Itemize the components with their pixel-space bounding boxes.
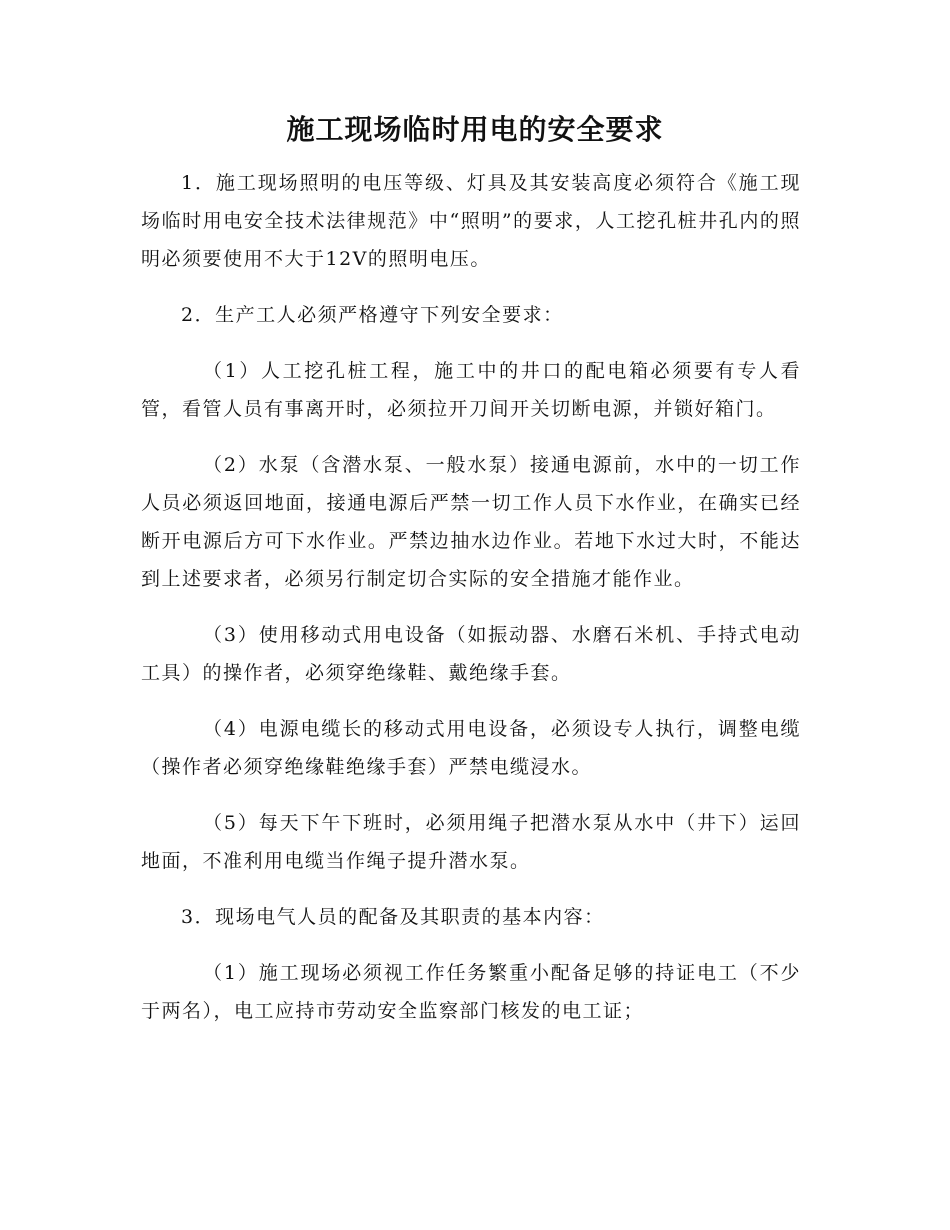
paragraph-2-3: （3）使用移动式用电设备（如振动器、水磨石米机、手持式电动工具）的操作者，必须穿绝缘鞋、戴绝缘手套。 bbox=[141, 624, 801, 684]
paragraph-3-1: （1）施工现场必须视工作任务繁重小配备足够的持证电工（不少于两名），电工应持市劳动安全监察部门核发的电工证； bbox=[141, 962, 801, 1022]
paragraph-1: 1．施工现场照明的电压等级、灯具及其安装高度必须符合《施工现场临时用电安全技术法律规范》中“照明”的要求，人工挖孔桩井孔内的照明必须要使用不大于12V的照明电压。 bbox=[141, 172, 801, 270]
paragraph-2-4: （4）电源电缆长的移动式用电设备，必须设专人执行，调整电缆（操作者必须穿绝缘鞋绝缘手套）严禁电缆浸水。 bbox=[141, 718, 801, 778]
document-title: 施工现场临时用电的安全要求 bbox=[286, 113, 664, 146]
document-body bbox=[141, 164, 801, 1030]
paragraph-2-2: （2）水泵（含潜水泵、一般水泵）接通电源前，水中的一切工作人员必须返回地面，接通电源后严禁一切工作人员下水作业，在确实已经断开电源后方可下水作业。严禁边抽水边作业。若地下水过大时，不能达到上述要求者，必须另行制定切合实际的安全措施才能作业。 bbox=[141, 454, 801, 590]
paragraph-2: 2．生产工人必须严格遵守下列安全要求： bbox=[181, 304, 564, 326]
paragraph-2-1: （1）人工挖孔桩工程，施工中的井口的配电箱必须要有专人看管，看管人员有事离开时，必须拉开刀间开关切断电源，并锁好箱门。 bbox=[141, 360, 801, 420]
paragraph-2-5: （5）每天下午下班时，必须用绳子把潜水泵从水中（井下）运回地面，不准利用电缆当作绳子提升潜水泵。 bbox=[141, 812, 801, 872]
paragraph-3: 3．现场电气人员的配备及其职责的基本内容： bbox=[181, 906, 605, 928]
